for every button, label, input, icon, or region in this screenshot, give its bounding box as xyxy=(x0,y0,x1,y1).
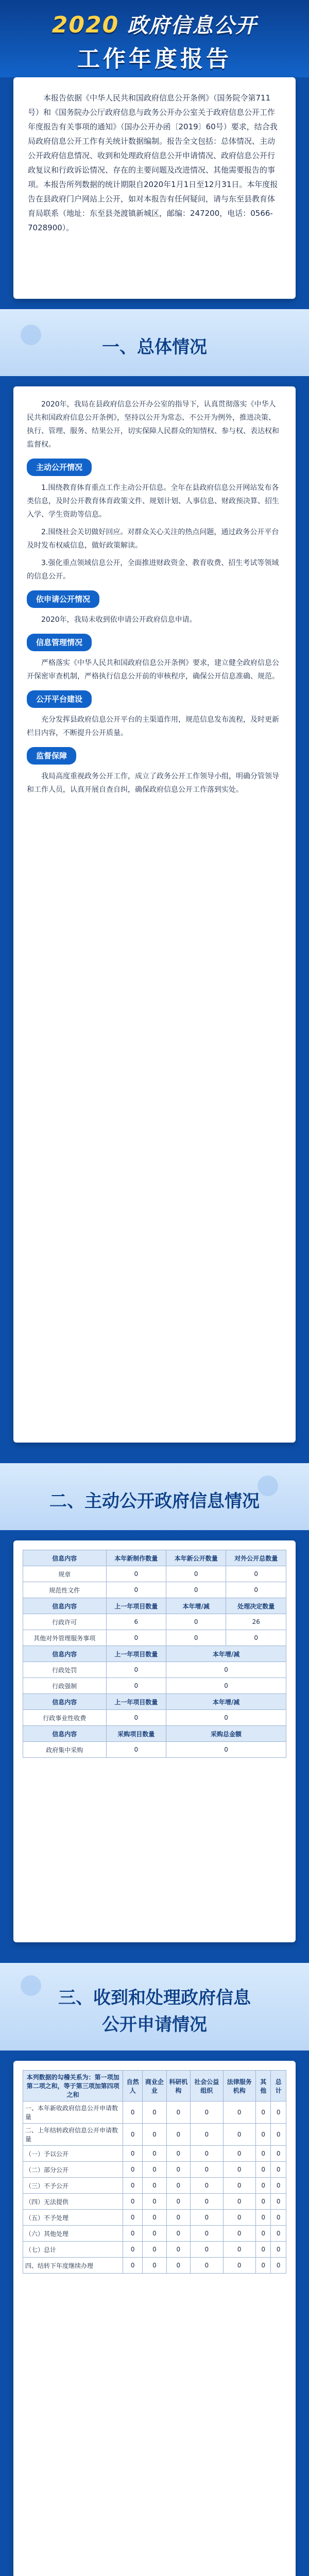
table-header-cell: 信息内容 xyxy=(23,1726,107,1742)
table-cell: 行政事业性收费 xyxy=(23,1710,107,1726)
table-cell: 0 xyxy=(255,2146,271,2162)
overview-p1: 1.围绕教育体育重点工作主动公开信息。全年在县政府信息公开网站发布各类信息，及时公开教育体育政策文件、规划计划、人事信息、财政预决算、招生入学、学生资助等信息。 xyxy=(27,484,279,519)
table-cell: 0 xyxy=(106,1566,166,1582)
table-row xyxy=(23,1726,286,1742)
table-row xyxy=(23,1646,286,1662)
table-cell: 26 xyxy=(226,1614,286,1630)
tag-manage: 信息管理情况 xyxy=(27,634,92,651)
table-row xyxy=(23,1678,286,1694)
proactive-table-card xyxy=(13,1540,296,1942)
table-header-cell: 科研机构 xyxy=(166,2071,190,2102)
table-cell: 0 xyxy=(271,2102,286,2124)
table-header-cell: 本年增/减 xyxy=(166,1598,226,1614)
table-header-cell: 信息内容 xyxy=(23,1694,107,1710)
table-row-label: （七）总计 xyxy=(23,2242,123,2258)
table-cell: 0 xyxy=(123,2124,143,2146)
table-cell: 0 xyxy=(166,2124,190,2146)
table-row xyxy=(23,1710,286,1726)
intro-text: 本报告依据《中华人民共和国政府信息公开条例》（国务院令第711号）和《国务院办公厅政府信息与政务公开办公室关于政府信息公开工作年度报告有关事项的通知》（国办公开办函〔2019〕60号）要求，结合我局政府信息公开工作有关统计数据编制。报告全文包括：总体情况、主动公开政府信息情况、收到和处理政府信息公开申请情况、政府信息公开行政复议和行政诉讼情况、存在的主要问题及改进情况、其他需要报告的事项。本报告所列数据的统计期限自2020年1月1日至12月31日。本年度报告在县政府门户网站上公开，如对本报告有任何疑问，请与东至县教育体育局联系（地址：东至县尧渡镇新城区，邮编：247200，电话：0566-7028900）。 xyxy=(13,77,296,299)
tag-supervise: 监督保障 xyxy=(27,747,76,765)
report-title-main: 政府信息公开 xyxy=(127,14,258,38)
table-cell: 0 xyxy=(271,2178,286,2194)
table-cell: 0 xyxy=(166,1678,286,1694)
table-row-label: （一）予以公开 xyxy=(23,2146,123,2162)
table-row xyxy=(23,2124,286,2146)
table-cell: 0 xyxy=(123,2210,143,2226)
table-cell: 0 xyxy=(191,2178,223,2194)
table-cell: 0 xyxy=(106,1582,166,1598)
table-header-cell: 商业企业 xyxy=(143,2071,166,2102)
section-requests-title-line1: 三、收到和处理政府信息 xyxy=(58,1988,251,2008)
table-cell: 0 xyxy=(223,2226,255,2242)
table-row-label: （五）不予处理 xyxy=(23,2210,123,2226)
table-cell: 0 xyxy=(191,2242,223,2258)
table-cell: 0 xyxy=(123,2146,143,2162)
table-header-cell: 信息内容 xyxy=(23,1550,107,1566)
table-header-cell: 上一年项目数量 xyxy=(106,1694,166,1710)
table-header-cell: 本年新公开数量 xyxy=(166,1550,226,1566)
table-cell: 0 xyxy=(123,2242,143,2258)
table-cell: 0 xyxy=(143,2242,166,2258)
table-row-label: （四）无法提供 xyxy=(23,2194,123,2210)
table-cell: 0 xyxy=(166,2178,190,2194)
table-header-cell: 其他 xyxy=(255,2071,271,2102)
table-cell: 行政许可 xyxy=(23,1614,107,1630)
table-cell: 0 xyxy=(106,1662,166,1678)
table-cell: 0 xyxy=(223,2124,255,2146)
table-cell: 0 xyxy=(143,2124,166,2146)
overview-p3: 3.强化重点领域信息公开，全面推进财政资金、教育收费、招生考试等领域的信息公开。 xyxy=(27,559,279,581)
overview-lead: 2020年，我局在县政府信息公开办公室的指导下，认真贯彻落实《中华人民共和国政府信息公开条例》，坚持以公开为常态、不公开为例外，推进决策、执行、管理、服务、结果公开，切实保障人民群众的知情权、参与权、表达权和监督权。 xyxy=(27,400,279,449)
table-row xyxy=(23,1550,286,1566)
table-row xyxy=(23,1566,286,1582)
table-cell: 0 xyxy=(143,2210,166,2226)
table-cell: 0 xyxy=(166,2242,190,2258)
table-cell: 0 xyxy=(191,2124,223,2146)
table-cell: 0 xyxy=(166,1630,226,1646)
table-cell: 0 xyxy=(271,2226,286,2242)
table-cell: 0 xyxy=(255,2258,271,2274)
table-cell: 0 xyxy=(223,2162,255,2178)
table-row xyxy=(23,2226,286,2242)
table-cell: 0 xyxy=(223,2146,255,2162)
table-row xyxy=(23,1614,286,1630)
table-header-cell: 上一年项目数量 xyxy=(106,1646,166,1662)
table-cell: 0 xyxy=(166,1662,286,1678)
requests-table-card xyxy=(13,2061,296,2576)
table-cell: 0 xyxy=(123,2162,143,2178)
table-row-label: 一、本年新收政府信息公开申请数量 xyxy=(23,2102,123,2124)
report-year: 2020 xyxy=(52,12,119,38)
table-row xyxy=(23,2146,286,2162)
table-cell: 0 xyxy=(271,2258,286,2274)
table-cell: 0 xyxy=(271,2124,286,2146)
table-cell: 0 xyxy=(166,1742,286,1758)
table-row xyxy=(23,1742,286,1758)
table-cell: 0 xyxy=(106,1630,166,1646)
table-cell: 0 xyxy=(255,2162,271,2178)
table-row-label: （三）不予公开 xyxy=(23,2178,123,2194)
table-cell: 0 xyxy=(106,1678,166,1694)
table-row xyxy=(23,2178,286,2194)
table-cell: 0 xyxy=(166,1566,226,1582)
table-cell: 行政强制 xyxy=(23,1678,107,1694)
table-cell: 0 xyxy=(191,2162,223,2178)
section-requests-title-line2: 公开申请情况 xyxy=(102,2014,207,2035)
table-cell: 0 xyxy=(166,2146,190,2162)
table-cell: 0 xyxy=(255,2124,271,2146)
table-cell: 0 xyxy=(143,2146,166,2162)
overview-platform: 充分发挥县政府信息公开平台的主渠道作用，规范信息发布流程，及时更新栏目内容，不断提升公开质量。 xyxy=(27,716,279,737)
requests-table xyxy=(23,2070,286,2274)
table-cell: 0 xyxy=(166,1710,286,1726)
table-row xyxy=(23,1662,286,1678)
table-cell: 政府集中采购 xyxy=(23,1742,107,1758)
table-cell: 0 xyxy=(191,2102,223,2124)
table-header-cell: 法律服务机构 xyxy=(223,2071,255,2102)
table-cell: 规范性文件 xyxy=(23,1582,107,1598)
table-header-cell: 社会公益组织 xyxy=(191,2071,223,2102)
table-cell: 0 xyxy=(123,2102,143,2124)
table-row xyxy=(23,2194,286,2210)
table-row xyxy=(23,2242,286,2258)
table-row xyxy=(23,1630,286,1646)
table-row xyxy=(23,1598,286,1614)
table-cell: 0 xyxy=(271,2210,286,2226)
table-cell: 0 xyxy=(271,2194,286,2210)
table-cell: 0 xyxy=(226,1582,286,1598)
report-header xyxy=(0,0,309,77)
report-title xyxy=(0,9,309,39)
tag-platform: 公开平台建设 xyxy=(27,690,92,708)
table-cell: 0 xyxy=(223,2258,255,2274)
table-cell: 0 xyxy=(255,2102,271,2124)
tag-apply: 依申请公开情况 xyxy=(27,590,99,608)
table-cell: 0 xyxy=(226,1566,286,1582)
table-cell: 0 xyxy=(166,2194,190,2210)
table-header-cell: 采购项目数量 xyxy=(106,1726,166,1742)
table-cell: 6 xyxy=(106,1614,166,1630)
table-cell: 0 xyxy=(123,2194,143,2210)
table-cell: 0 xyxy=(123,2178,143,2194)
table-header-cell: 信息内容 xyxy=(23,1646,107,1662)
table-cell: 0 xyxy=(143,2162,166,2178)
table-header-cell: 自然人 xyxy=(123,2071,143,2102)
section-requests-banner xyxy=(0,1963,309,2050)
table-row xyxy=(23,2071,286,2102)
table-cell: 0 xyxy=(191,2194,223,2210)
table-header-cell: 处理决定数量 xyxy=(226,1598,286,1614)
table-cell: 0 xyxy=(166,2102,190,2124)
table-cell: 0 xyxy=(191,2258,223,2274)
section-overview-title: 一、总体情况 xyxy=(102,337,207,358)
tag-proactive: 主动公开情况 xyxy=(27,459,92,476)
table-cell: 0 xyxy=(271,2162,286,2178)
table-cell: 规章 xyxy=(23,1566,107,1582)
table-row-label: （二）部分公开 xyxy=(23,2162,123,2178)
table-cell: 0 xyxy=(166,2226,190,2242)
table-cell: 0 xyxy=(226,1630,286,1646)
proactive-table xyxy=(23,1550,286,1758)
table-cell: 0 xyxy=(255,2194,271,2210)
section-proactive-banner xyxy=(0,1463,309,1530)
overview-apply: 2020年，我局未收到依申请公开政府信息申请。 xyxy=(41,616,197,624)
table-row-label: （六）其他处理 xyxy=(23,2226,123,2242)
table-header-cell: 本年增/减 xyxy=(166,1646,286,1662)
overview-panel xyxy=(13,386,296,1443)
overview-supervise: 我局高度重视政务公开工作，成立了政务公开工作领导小组，明确分管领导和工作人员，认真开展自查自纠，确保政府信息公开工作落到实处。 xyxy=(27,772,279,794)
table-cell: 0 xyxy=(255,2242,271,2258)
section-overview-banner xyxy=(0,309,309,376)
table-cell: 0 xyxy=(223,2102,255,2124)
table-cell: 0 xyxy=(166,2210,190,2226)
table-cell: 0 xyxy=(191,2226,223,2242)
table-row xyxy=(23,2102,286,2124)
table-header-cell: 总计 xyxy=(271,2071,286,2102)
table-row xyxy=(23,2258,286,2274)
table-header-cell: 本列数据的勾稽关系为：第一项加第二项之和，等于第三项加第四项之和 xyxy=(23,2071,123,2102)
table-cell: 0 xyxy=(166,1582,226,1598)
table-header-cell: 采购总金额 xyxy=(166,1726,286,1742)
table-row xyxy=(23,1582,286,1598)
report-subtitle: 工作年度报告 xyxy=(77,46,232,72)
table-cell: 0 xyxy=(271,2242,286,2258)
table-cell: 0 xyxy=(143,2194,166,2210)
table-cell: 0 xyxy=(143,2102,166,2124)
table-cell: 0 xyxy=(191,2210,223,2226)
table-header-cell: 对外公开总数量 xyxy=(226,1550,286,1566)
table-cell: 0 xyxy=(143,2178,166,2194)
table-header-cell: 本年新制作数量 xyxy=(106,1550,166,1566)
table-cell: 0 xyxy=(106,1710,166,1726)
table-cell: 0 xyxy=(123,2258,143,2274)
table-cell: 0 xyxy=(223,2242,255,2258)
table-cell: 0 xyxy=(255,2178,271,2194)
table-row-label: 四、结转下年度继续办理 xyxy=(23,2258,123,2274)
table-cell: 0 xyxy=(143,2226,166,2242)
table-cell: 0 xyxy=(223,2210,255,2226)
table-cell: 0 xyxy=(143,2258,166,2274)
table-cell: 0 xyxy=(106,1742,166,1758)
table-row xyxy=(23,2162,286,2178)
table-cell: 0 xyxy=(223,2194,255,2210)
table-row-label: 二、上年结转政府信息公开申请数量 xyxy=(23,2124,123,2146)
table-cell: 0 xyxy=(191,2146,223,2162)
table-header-cell: 本年增/减 xyxy=(166,1694,286,1710)
table-cell: 0 xyxy=(255,2210,271,2226)
table-cell: 0 xyxy=(166,2162,190,2178)
table-cell: 0 xyxy=(166,2258,190,2274)
table-cell: 0 xyxy=(166,1614,226,1630)
table-cell: 其他对外管理服务事项 xyxy=(23,1630,107,1646)
table-header-cell: 信息内容 xyxy=(23,1598,107,1614)
table-row xyxy=(23,2210,286,2226)
overview-p2: 2.围绕社会关切做好回应。对群众关心关注的热点问题，通过政务公开平台及时发布权威信息，做好政策解读。 xyxy=(27,528,279,550)
table-cell: 0 xyxy=(255,2226,271,2242)
overview-manage: 严格落实《中华人民共和国政府信息公开条例》要求，建立健全政府信息公开保密审查机制，严格执行信息公开前的审核程序，确保公开信息准确、规范。 xyxy=(27,659,279,681)
table-cell: 0 xyxy=(223,2178,255,2194)
table-row xyxy=(23,1694,286,1710)
section-proactive-title: 二、主动公开政府信息情况 xyxy=(49,1491,260,1512)
table-cell: 0 xyxy=(271,2146,286,2162)
table-cell: 0 xyxy=(123,2226,143,2242)
table-cell: 行政处罚 xyxy=(23,1662,107,1678)
table-header-cell: 上一年项目数量 xyxy=(106,1598,166,1614)
